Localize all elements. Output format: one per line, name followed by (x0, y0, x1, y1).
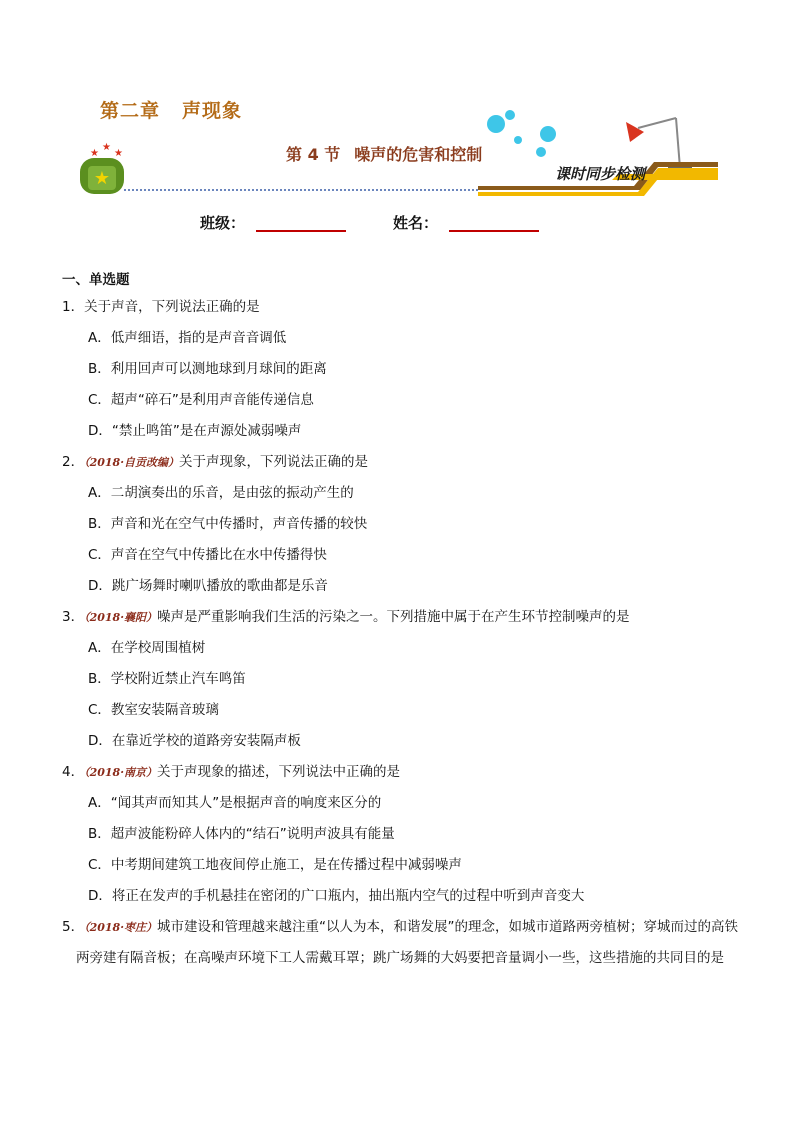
option-c[interactable]: C．中考期间建筑工地夜间停止施工，是在传播过程中减弱噪声 (88, 857, 462, 873)
bubble-icon (536, 147, 546, 157)
star-badge-icon (80, 142, 124, 194)
question-number: 2． (62, 454, 85, 470)
question-number: 4． (62, 764, 85, 780)
question-text: 关于声音，下列说法正确的是 (84, 299, 260, 315)
option-d[interactable]: D．将正在发声的手机悬挂在密闭的广口瓶内，抽出瓶内空气的过程中听到声音变大 (88, 888, 585, 904)
bubble-icon (514, 136, 522, 144)
question-text: 城市建设和管理越来越注重“以人为本，和谐发展”的理念，如城市道路两旁植树；穿城而过的高铁两旁建有隔音板；在高噪声环境下工人需戴耳罩；跳广场舞的大妈要把音量调小一些，这些措施的共同目的是 (76, 919, 739, 966)
question-text: 关于声现象，下列说法正确的是 (179, 454, 369, 470)
option-c[interactable]: C．超声“碎石”是利用声音能传递信息 (88, 392, 314, 408)
section-number: 第 4 节 (286, 145, 341, 164)
part-title: 一、单选题 (62, 272, 130, 288)
option-b[interactable]: B．学校附近禁止汽车鸣笛 (88, 671, 246, 687)
question-number: 3． (62, 609, 85, 625)
chapter-number: 第二章 (100, 100, 161, 122)
option-a[interactable]: A．二胡演奏出的乐音，是由弦的振动产生的 (88, 485, 354, 501)
bubble-icon (505, 110, 515, 120)
svg-text:★: ★ (93, 168, 111, 189)
option-d[interactable]: D．在靠近学校的道路旁安装隔声板 (88, 733, 301, 749)
class-label: 班级： (200, 214, 246, 232)
question-source: （2018·枣庄） (84, 921, 158, 934)
option-d[interactable]: D．“禁止鸣笛”是在声源处减弱噪声 (88, 423, 302, 439)
name-label: 姓名： (393, 214, 439, 232)
option-d[interactable]: D．跳广场舞时喇叭播放的歌曲都是乐音 (88, 578, 328, 594)
option-b[interactable]: B．超声波能粉碎人体内的“结石”说明声波具有能量 (88, 826, 395, 842)
question-number: 1． (62, 299, 85, 315)
option-b[interactable]: B．声音和光在空气中传播时，声音传播的较快 (88, 516, 368, 532)
svg-text:★: ★ (90, 148, 99, 159)
question-1 (62, 292, 742, 447)
question-list (62, 270, 742, 974)
question-text: 噪声是严重影响我们生活的污染之一。下列措施中属于在产生环节控制噪声的是 (157, 609, 630, 625)
question-number: 5． (62, 919, 85, 935)
bubble-icon (487, 115, 505, 133)
chapter-name: 声现象 (182, 100, 243, 122)
option-a[interactable]: A．低声细语，指的是声音音调低 (88, 330, 287, 346)
section-title (286, 142, 496, 165)
svg-text:★: ★ (102, 142, 111, 153)
name-field[interactable] (449, 230, 539, 232)
section-name: 噪声的危害和控制 (354, 145, 483, 164)
question-5 (62, 912, 742, 974)
question-source: （2018·自贡改编） (84, 456, 180, 469)
question-2 (62, 447, 742, 602)
option-c[interactable]: C．教室安装隔音玻璃 (88, 702, 219, 718)
question-source: （2018·南京） (84, 766, 158, 779)
bubble-icon (540, 126, 556, 142)
question-source: （2018·襄阳） (84, 611, 158, 624)
question-3 (62, 602, 742, 757)
svg-text:★: ★ (114, 148, 123, 159)
option-a[interactable]: A．在学校周围植树 (88, 640, 206, 656)
question-4 (62, 757, 742, 912)
option-a[interactable]: A．“闻其声而知其人”是根据声音的响度来区分的 (88, 795, 382, 811)
question-text: 关于声现象的描述，下列说法中正确的是 (157, 764, 401, 780)
sync-test-badge: 课时同步检测 (554, 165, 645, 183)
class-field[interactable] (256, 230, 346, 232)
option-b[interactable]: B．利用回声可以测地球到月球间的距离 (88, 361, 327, 377)
option-c[interactable]: C．声音在空气中传播比在水中传播得快 (88, 547, 327, 563)
